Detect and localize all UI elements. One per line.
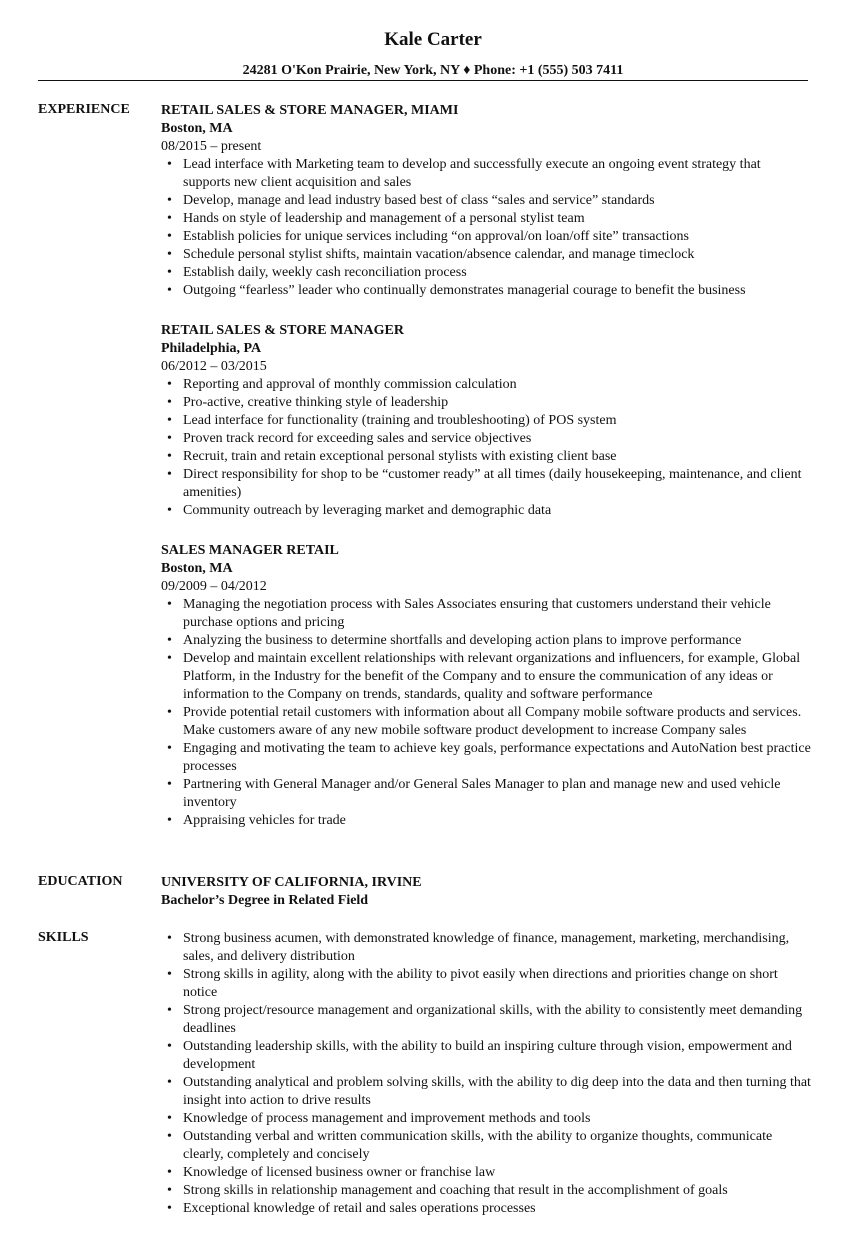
list-item <box>161 1164 811 1182</box>
bullet-icon: • <box>167 777 172 792</box>
bullet-icon: • <box>167 1183 172 1198</box>
list-item <box>161 376 811 394</box>
list-item-text: Develop, manage and lead industry based best of class “sales and service” standards <box>183 193 655 208</box>
list-item-text: Provide potential retail customers with information about all Company mobile software products and services. Make customers aware of any new mobile software product development to increase Company sales <box>183 705 802 738</box>
bullet-icon: • <box>167 705 172 720</box>
list-item-text: Strong skills in agility, along with the ability to pivot easily when directions and priorities change on short notice <box>183 967 778 1000</box>
list-item <box>161 502 811 520</box>
list-item-text: Direct responsibility for shop to be “customer ready” at all times (daily housekeeping, maintenance, and client amenities) <box>183 467 802 500</box>
list-item-text: Outstanding verbal and written communication skills, with the ability to organize thoughts, communicate clearly, completely and concisely <box>183 1129 773 1162</box>
bullet-icon: • <box>167 449 172 464</box>
bullet-icon: • <box>167 413 172 428</box>
job-dates: 08/2015 – present <box>161 139 262 154</box>
list-item <box>161 632 811 650</box>
bullet-icon: • <box>167 813 172 828</box>
list-item <box>161 966 811 1002</box>
bullet-icon: • <box>167 229 172 244</box>
bullet-icon: • <box>167 467 172 482</box>
list-item-text: Outstanding analytical and problem solving skills, with the ability to dig deep into the data and then turning that insight into action to drive results <box>183 1075 811 1108</box>
job-bullet-list <box>161 376 811 520</box>
list-item-text: Analyzing the business to determine shortfalls and developing action plans to improve performance <box>183 633 742 648</box>
list-item-text: Strong skills in relationship management and coaching that result in the accomplishment of goals <box>183 1183 728 1198</box>
list-item-text: Reporting and approval of monthly commission calculation <box>183 377 517 392</box>
list-item <box>161 1074 811 1110</box>
list-item-text: Managing the negotiation process with Sales Associates ensuring that customers understand their vehicle purchase options and pricing <box>183 597 771 630</box>
list-item <box>161 1182 811 1200</box>
list-item-text: Lead interface with Marketing team to develop and successfully execute an ongoing event strategy that supports new client acquisition and sales <box>183 157 761 190</box>
bullet-icon: • <box>167 431 172 446</box>
section-label-experience: EXPERIENCE <box>38 102 130 117</box>
bullet-icon: • <box>167 651 172 666</box>
bullet-icon: • <box>167 265 172 280</box>
bullet-icon: • <box>167 1201 172 1216</box>
list-item <box>161 930 811 966</box>
list-item <box>161 1110 811 1128</box>
list-item <box>161 448 811 466</box>
list-item <box>161 264 811 282</box>
list-item-text: Proven track record for exceeding sales and service objectives <box>183 431 532 446</box>
list-item <box>161 466 811 502</box>
job-location: Philadelphia, PA <box>161 341 262 356</box>
bullet-icon: • <box>167 283 172 298</box>
job-title: RETAIL SALES & STORE MANAGER, MIAMI <box>161 103 459 118</box>
list-item <box>161 412 811 430</box>
contact-line: 24281 O'Kon Prairie, New York, NY ♦ Phone: +1 (555) 503 7411 <box>242 63 624 78</box>
list-item-text: Outstanding leadership skills, with the ability to build an inspiring culture through vision, empowerment and development <box>183 1039 792 1072</box>
list-item-text: Strong business acumen, with demonstrated knowledge of finance, management, marketing, merchandising, sales, and delivery distribution <box>183 931 790 964</box>
school-name: UNIVERSITY OF CALIFORNIA, IRVINE <box>161 875 422 890</box>
candidate-name: Kale Carter <box>384 29 482 50</box>
list-item <box>161 430 811 448</box>
list-item <box>161 192 811 210</box>
list-item <box>161 282 811 300</box>
list-item-text: Outgoing “fearless” leader who continually demonstrates managerial courage to benefit the business <box>183 283 746 298</box>
list-item-text: Schedule personal stylist shifts, maintain vacation/absence calendar, and manage timeclock <box>183 247 695 262</box>
list-item <box>161 596 811 632</box>
bullet-icon: • <box>167 597 172 612</box>
list-item <box>161 210 811 228</box>
bullet-icon: • <box>167 1039 172 1054</box>
header-divider <box>38 80 808 81</box>
list-item <box>161 228 811 246</box>
bullet-icon: • <box>167 931 172 946</box>
bullet-icon: • <box>167 211 172 226</box>
list-item <box>161 650 811 704</box>
section-label-education: EDUCATION <box>38 874 123 889</box>
list-item <box>161 1128 811 1164</box>
list-item-text: Lead interface for functionality (training and troubleshooting) of POS system <box>183 413 617 428</box>
list-item-text: Knowledge of process management and improvement methods and tools <box>183 1111 591 1126</box>
bullet-icon: • <box>167 967 172 982</box>
list-item-text: Engaging and motivating the team to achieve key goals, performance expectations and AutoNation best practice processes <box>183 741 811 774</box>
list-item <box>161 776 811 812</box>
list-item-text: Partnering with General Manager and/or General Sales Manager to plan and manage new and used vehicle inventory <box>183 777 781 810</box>
bullet-icon: • <box>167 377 172 392</box>
bullet-icon: • <box>167 395 172 410</box>
list-item-text: Exceptional knowledge of retail and sales operations processes <box>183 1201 536 1216</box>
bullet-icon: • <box>167 1111 172 1126</box>
list-item <box>161 812 811 830</box>
list-item <box>161 1038 811 1074</box>
list-item <box>161 704 811 740</box>
list-item-text: Hands on style of leadership and management of a personal stylist team <box>183 211 585 226</box>
list-item <box>161 394 811 412</box>
list-item <box>161 1002 811 1038</box>
bullet-icon: • <box>167 633 172 648</box>
job-dates: 06/2012 – 03/2015 <box>161 359 267 374</box>
job-bullet-list <box>161 156 811 300</box>
list-item <box>161 1200 811 1218</box>
bullet-icon: • <box>167 503 172 518</box>
job-title: SALES MANAGER RETAIL <box>161 543 339 558</box>
list-item-text: Establish daily, weekly cash reconciliation process <box>183 265 467 280</box>
list-item <box>161 246 811 264</box>
degree: Bachelor’s Degree in Related Field <box>161 893 369 908</box>
list-item-text: Community outreach by leveraging market and demographic data <box>183 503 552 518</box>
list-item-text: Knowledge of licensed business owner or franchise law <box>183 1165 496 1180</box>
list-item-text: Pro-active, creative thinking style of leadership <box>183 395 449 410</box>
list-item-text: Appraising vehicles for trade <box>183 813 346 828</box>
bullet-icon: • <box>167 1075 172 1090</box>
bullet-icon: • <box>167 1003 172 1018</box>
job-entry <box>161 102 811 300</box>
job-location: Boston, MA <box>161 121 233 136</box>
bullet-icon: • <box>167 1165 172 1180</box>
bullet-icon: • <box>167 741 172 756</box>
bullet-icon: • <box>167 193 172 208</box>
bullet-icon: • <box>167 157 172 172</box>
bullet-icon: • <box>167 247 172 262</box>
job-title: RETAIL SALES & STORE MANAGER <box>161 323 404 338</box>
job-dates: 09/2009 – 04/2012 <box>161 579 267 594</box>
list-item-text: Establish policies for unique services including “on approval/on loan/off site” transactions <box>183 229 689 244</box>
list-item <box>161 740 811 776</box>
job-location: Boston, MA <box>161 561 233 576</box>
bullet-icon: • <box>167 1129 172 1144</box>
skills-entry <box>161 930 811 1218</box>
list-item-text: Develop and maintain excellent relationships with relevant organizations and influencers, for example, Global Platform, in the Industry for the benefit of the Company and to ensure the communication of any ideas or information to the Company on trends, standards, quality and software performance <box>183 651 801 702</box>
job-entry <box>161 322 811 520</box>
list-item-text: Strong project/resource management and organizational skills, with the ability to consistently meet demanding deadlines <box>183 1003 803 1036</box>
list-item <box>161 156 811 192</box>
section-label-skills: SKILLS <box>38 930 89 945</box>
skills-list <box>161 930 811 1218</box>
job-entry <box>161 542 811 830</box>
job-bullet-list <box>161 596 811 830</box>
education-entry <box>161 874 811 910</box>
list-item-text: Recruit, train and retain exceptional personal stylists with existing client base <box>183 449 617 464</box>
